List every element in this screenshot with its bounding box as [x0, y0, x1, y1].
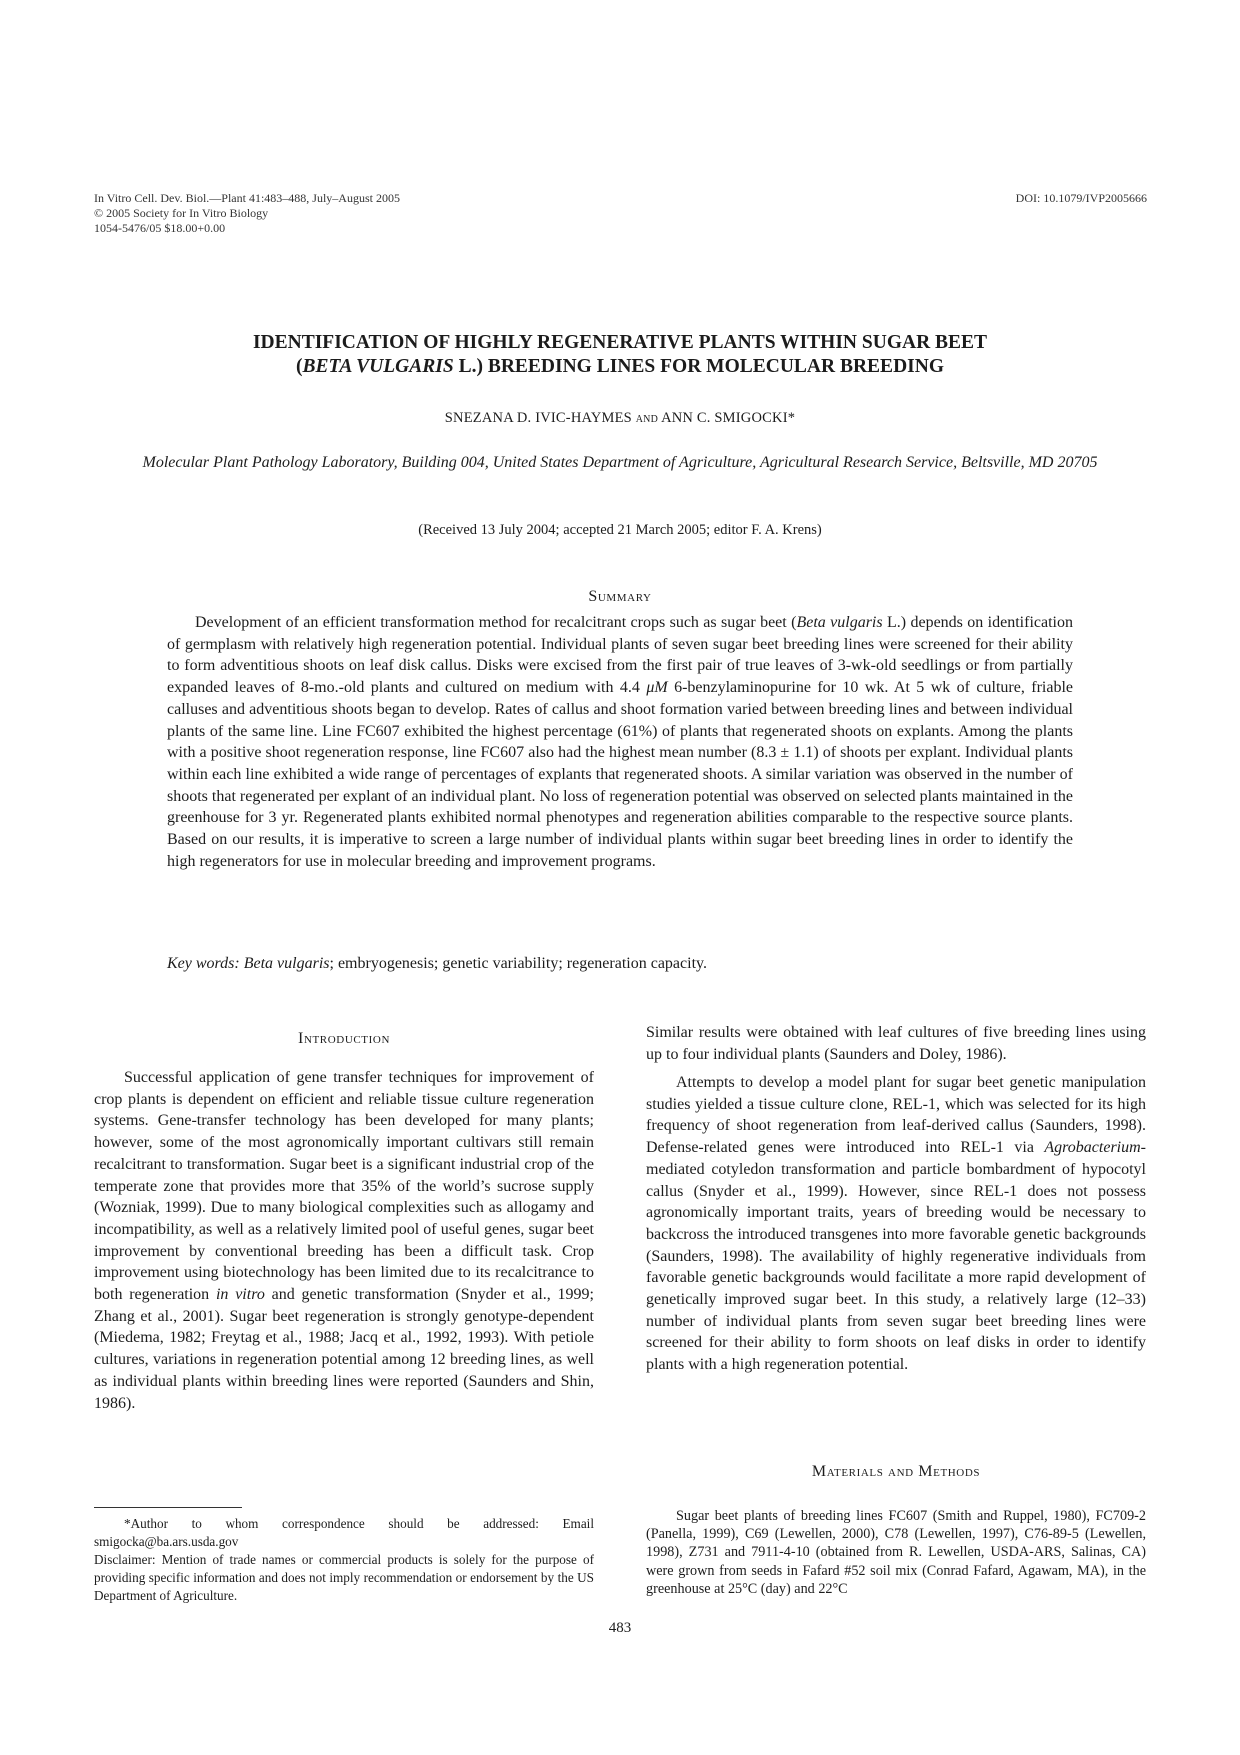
keywords-label: Key words:	[167, 955, 240, 972]
correspondence-footnote: *Author to whom correspondence should be addressed: Email smigocka@ba.ars.usda.gov	[94, 1516, 594, 1549]
footnote-rule	[94, 1507, 242, 1508]
journal-citation: In Vitro Cell. Dev. Biol.—Plant 41:483–488, July–August 2005	[94, 191, 400, 205]
author-2: ANN C. SMIGOCKI*	[661, 410, 796, 426]
affiliation: Molecular Plant Pathology Laboratory, Building 004, United States Department of Agriculture, Agricultural Research Service, Beltsville, MD 20705	[142, 454, 1098, 471]
title-line-1: IDENTIFICATION OF HIGHLY REGENERATIVE PLANTS WITHIN SUGAR BEET	[252, 332, 988, 353]
article-title	[120, 331, 1120, 379]
running-header	[94, 191, 400, 236]
introduction-paragraph-1: Successful application of gene transfer techniques for improvement of crop plants is dependent on efficient and reliable tissue culture regeneration systems. Gene-transfer technology has been developed for many plants; however, some of the most agronomically important cultivars still remain recalcitrant to transformation. Sugar beet is a significant industrial crop of the temperate zone that provides more that 35% of the world’s sucrose supply (Wozniak, 1999). Due to many biological complexities such as allogamy and incompatibility, as well as a relatively limited pool of useful genes, sugar beet improvement by conventional breeding has been a difficult task. Crop improvement using biotechnology has been limited due to its recalcitrance to both regeneration in vitro and genetic transformation (Snyder et al., 1999; Zhang et al., 2001). Sugar beet regeneration is strongly genotype-dependent (Miedema, 1982; Freytag et al., 1988; Jacq et al., 1992, 1993). With petiole cultures, variations in regeneration potential among 12 breeding lines, as well as individual plants within breeding lines were reported (Saunders and Shin, 1986).	[94, 1069, 594, 1412]
copyright-line: © 2005 Society for In Vitro Biology	[94, 206, 269, 220]
disclaimer-footnote: Disclaimer: Mention of trade names or commercial products is solely for the purpose of providing specific information and does not imply recommendation or endorsement by the US Department of Agriculture.	[94, 1552, 594, 1603]
title-species: BETA VULGARIS	[302, 356, 454, 377]
introduction-paragraph-2: Attempts to develop a model plant for sugar beet genetic manipulation studies yielded a tissue culture clone, REL-1, which was selected for its high frequency of shoot regeneration from leaf-derived callus (Saunders, 1998). Defense-related genes were introduced into REL-1 via Agrobacterium-mediated cotyledon transformation and particle bombardment of hypocotyl callus (Snyder et al., 1999). However, since REL-1 does not possess agronomically important traits, years of breeding would be necessary to backcross the introduced transgenes into more favorable genetic backgrounds (Saunders, 1998). The availability of highly regenerative individuals from favorable genetic backgrounds would facilitate a more rapid development of genetically improved sugar beet. In this study, a relatively large (12–33) number of individual plants from seven sugar beet breeding lines were screened for their ability to form shoots on leaf disks in order to identify plants with a high regeneration potential.	[646, 1074, 1146, 1374]
title-line-2: (BETA VULGARIS L.) BREEDING LINES FOR MOLECULAR BREEDING	[296, 356, 944, 377]
author-1: SNEZANA D. IVIC-HAYMES	[444, 410, 632, 426]
summary-paragraph: Development of an efficient transformation method for recalcitrant crops such as sugar beet (Beta vulgaris L.) depends on identification of germplasm with relatively high regeneration potential. Individual plants of seven sugar beet breeding lines were screened for their ability to form adventitious shoots on leaf disk callus. Disks were excised from the first pair of true leaves of 3-wk-old seedlings or from partially expanded leaves of 8-mo.-old plants and cultured on medium with 4.4 μM 6-benzylaminopurine for 10 wk. At 5 wk of culture, friable calluses and adventitious shoots began to develop. Rates of callus and shoot formation varied between breeding lines and between individual plants of the same line. Line FC607 exhibited the highest percentage (61%) of plants that regenerated shoots on explants. Among the plants with a positive shoot regeneration response, line FC607 also had the highest mean number (8.3 ± 1.1) of shoots per explant. Individual plants within each line exhibited a wide range of percentages of explants that regenerated shoots. A similar variation was observed in the number of shoots that regenerated per explant of an individual plant. No loss of regeneration potential was observed on selected plants maintained in the greenhouse for 3 yr. Regenerated plants exhibited normal phenotypes and regeneration abilities comparable to the respective source plants. Based on our results, it is imperative to screen a large number of individual plants within sugar beet breeding lines in order to identify the high regenerators for use in molecular breeding and improvement programs.	[167, 614, 1074, 870]
doi: DOI: 10.1079/IVP2005666	[1015, 191, 1147, 205]
summary-heading: Summary	[588, 588, 652, 605]
methods-paragraph-1: Sugar beet plants of breeding lines FC607 (Smith and Ruppel, 1980), FC709-2 (Panella, 1999), C69 (Lewellen, 2000), C78 (Lewellen, 1997), C76-89-5 (Lewellen, 1998), Z731 and 7911-4-10 (obtained from R. Lewellen, USDA-ARS, Salinas, CA) were grown from seeds in Fafard #52 soil mix (Conrad Fafard, Agawam, MA), in the greenhouse at 25°C (day) and 22°C	[646, 1508, 1146, 1597]
issn-line: 1054-5476/05 $18.00+0.00	[94, 221, 226, 235]
received-dates: (Received 13 July 2004; accepted 21 March 2005; editor F. A. Krens)	[418, 522, 822, 538]
introduction-heading: Introduction	[298, 1030, 390, 1047]
page-number: 483	[608, 1620, 632, 1636]
author-list	[120, 410, 1120, 427]
methods-heading: Materials and Methods	[811, 1463, 981, 1480]
author-conjunction: and	[635, 410, 659, 426]
keywords: Key words: Beta vulgaris; embryogenesis; genetic variability; regeneration capacity.	[167, 955, 707, 972]
introduction-continuation: Similar results were obtained with leaf cultures of five breeding lines using up to four individual plants (Saunders and Doley, 1986).	[646, 1024, 1146, 1063]
